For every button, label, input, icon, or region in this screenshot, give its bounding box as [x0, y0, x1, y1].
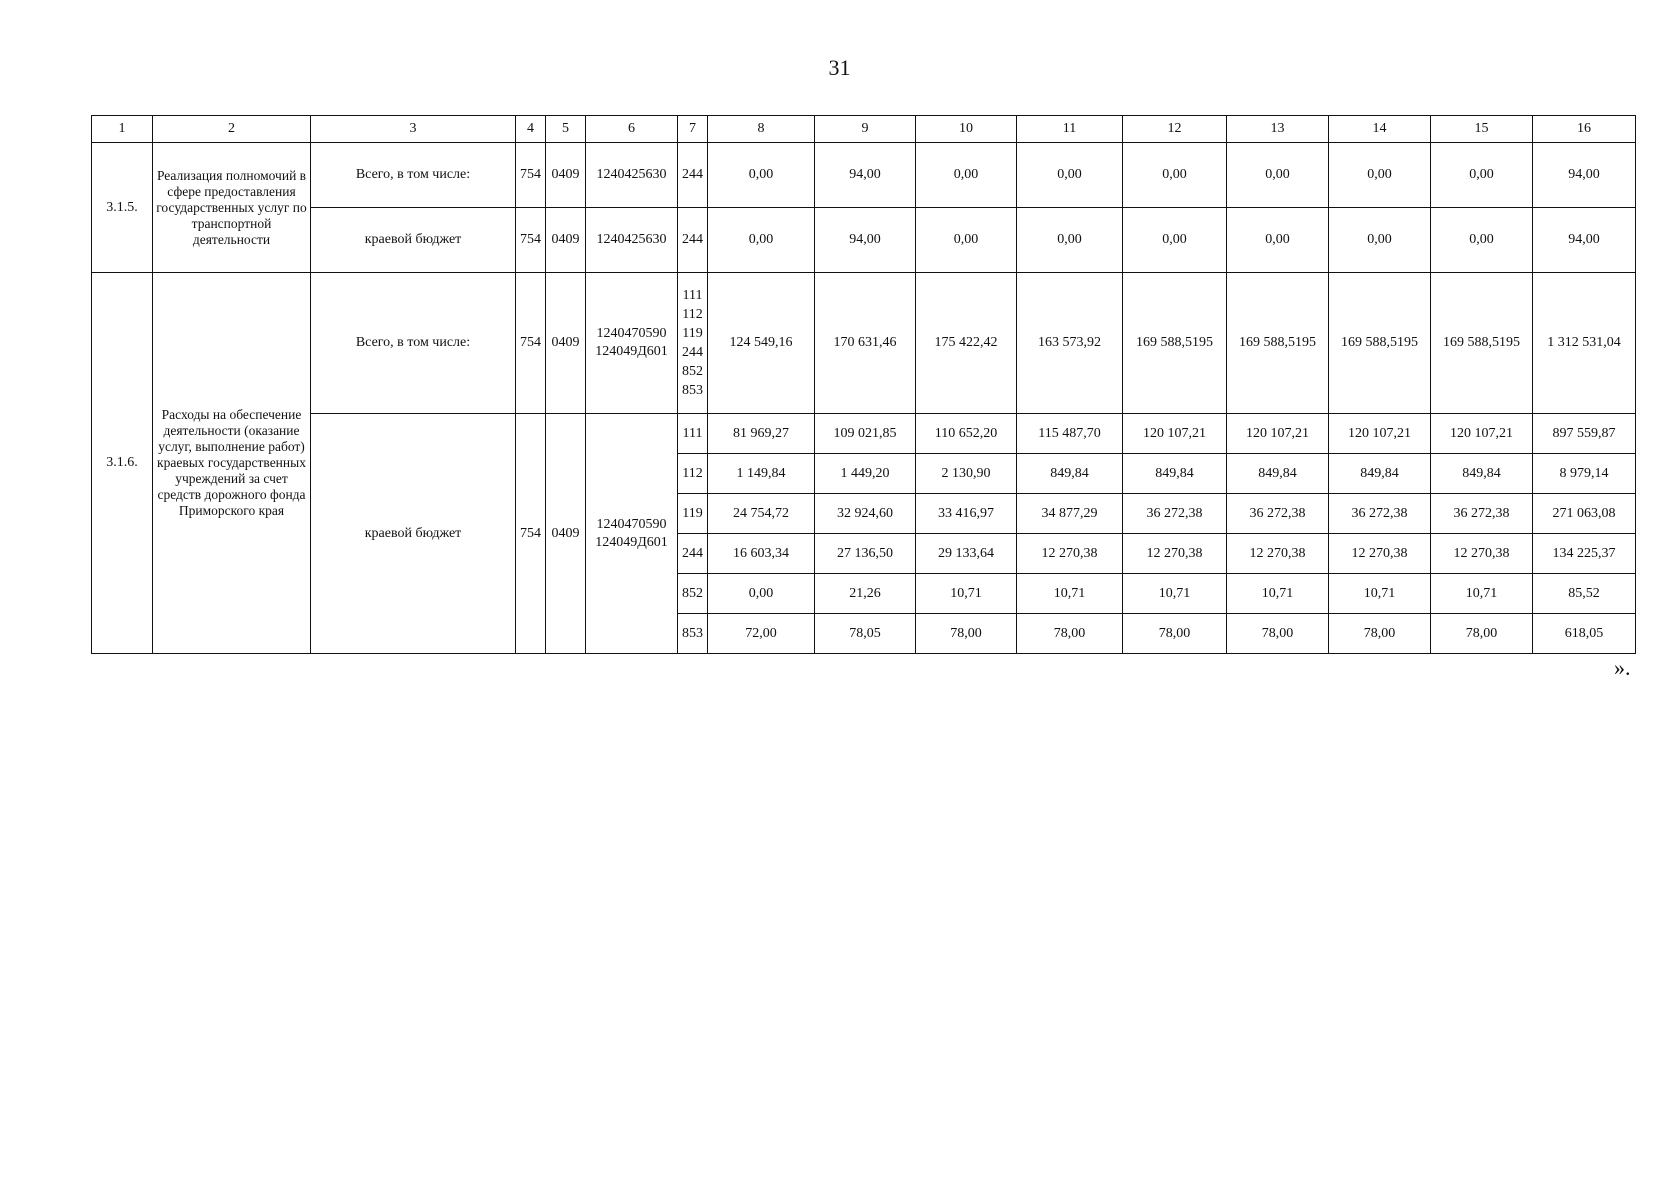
- column-header: 6: [586, 116, 678, 143]
- column-header: 5: [546, 116, 586, 143]
- value-cell: 10,71: [1123, 574, 1227, 614]
- value-cell: 36 272,38: [1227, 494, 1329, 534]
- value-cell: 78,00: [1329, 614, 1431, 654]
- code-cell: 754: [516, 208, 546, 273]
- header-row: [92, 116, 1636, 143]
- value-cell: 78,00: [1227, 614, 1329, 654]
- value-cell: 849,84: [1329, 454, 1431, 494]
- value-cell: 32 924,60: [815, 494, 916, 534]
- code-cell: 244: [678, 534, 708, 574]
- column-header: 3: [311, 116, 516, 143]
- code-line: 119: [682, 326, 703, 341]
- code-cell: 0409: [546, 143, 586, 208]
- value-cell: 0,00: [1227, 143, 1329, 208]
- table-row: [92, 414, 1636, 454]
- value-cell: 12 270,38: [1123, 534, 1227, 574]
- code-cell: 853: [678, 614, 708, 654]
- value-cell: 170 631,46: [815, 273, 916, 414]
- table-row: [92, 208, 1636, 273]
- code-cell: 244: [678, 208, 708, 273]
- value-cell: 16 603,34: [708, 534, 815, 574]
- code-line: 852: [682, 364, 703, 379]
- value-cell: 12 270,38: [1017, 534, 1123, 574]
- value-cell: 36 272,38: [1123, 494, 1227, 534]
- value-cell: 0,00: [916, 208, 1017, 273]
- value-cell: 33 416,97: [916, 494, 1017, 534]
- value-cell: 0,00: [708, 208, 815, 273]
- code-line: 124049Д601: [595, 344, 668, 359]
- column-header: 14: [1329, 116, 1431, 143]
- table-row: [92, 273, 1636, 414]
- value-cell: 0,00: [708, 574, 815, 614]
- value-cell: 10,71: [1227, 574, 1329, 614]
- budget-table: [91, 115, 1636, 654]
- code-cell: 1240425630: [586, 143, 678, 208]
- code-cell: 754: [516, 414, 546, 654]
- value-cell: 78,05: [815, 614, 916, 654]
- column-header: 2: [153, 116, 311, 143]
- column-header: 9: [815, 116, 916, 143]
- value-cell: 94,00: [815, 143, 916, 208]
- value-cell: 0,00: [1329, 208, 1431, 273]
- column-header: 15: [1431, 116, 1533, 143]
- value-cell: 120 107,21: [1123, 414, 1227, 454]
- column-header: 12: [1123, 116, 1227, 143]
- value-cell: 78,00: [1017, 614, 1123, 654]
- value-cell: 849,84: [1227, 454, 1329, 494]
- value-cell: 0,00: [1123, 208, 1227, 273]
- value-cell: 81 969,27: [708, 414, 815, 454]
- value-cell: 163 573,92: [1017, 273, 1123, 414]
- funding-kind: Всего, в том числе:: [311, 143, 516, 208]
- value-cell: 0,00: [1017, 208, 1123, 273]
- value-cell: 10,71: [1329, 574, 1431, 614]
- value-cell: 21,26: [815, 574, 916, 614]
- value-cell: 271 063,08: [1533, 494, 1636, 534]
- value-cell: 2 130,90: [916, 454, 1017, 494]
- value-cell: 169 588,5195: [1227, 273, 1329, 414]
- value-cell: 78,00: [1123, 614, 1227, 654]
- value-cell: 1 449,20: [815, 454, 916, 494]
- value-cell: 618,05: [1533, 614, 1636, 654]
- value-cell: 0,00: [1227, 208, 1329, 273]
- code-cell: 1240425630: [586, 208, 678, 273]
- column-header: 16: [1533, 116, 1636, 143]
- value-cell: 78,00: [916, 614, 1017, 654]
- column-header: 4: [516, 116, 546, 143]
- value-cell: 169 588,5195: [1329, 273, 1431, 414]
- value-cell: 1 149,84: [708, 454, 815, 494]
- code-line: 112: [682, 307, 703, 322]
- code-cell: 0409: [546, 208, 586, 273]
- code-cell: 754: [516, 273, 546, 414]
- value-cell: 36 272,38: [1431, 494, 1533, 534]
- value-cell: 120 107,21: [1431, 414, 1533, 454]
- item-name: Реализация полномочий в сфере предоставления государственных услуг по транспортной деятельности: [153, 143, 311, 273]
- value-cell: 0,00: [708, 143, 815, 208]
- value-cell: 78,00: [1431, 614, 1533, 654]
- value-cell: 12 270,38: [1431, 534, 1533, 574]
- code-cell: 0409: [546, 414, 586, 654]
- column-header: 8: [708, 116, 815, 143]
- value-cell: 124 549,16: [708, 273, 815, 414]
- value-cell: 8 979,14: [1533, 454, 1636, 494]
- funding-kind: краевой бюджет: [311, 414, 516, 654]
- column-header: 11: [1017, 116, 1123, 143]
- value-cell: 0,00: [1329, 143, 1431, 208]
- item-number: 3.1.6.: [92, 273, 153, 654]
- value-cell: 110 652,20: [916, 414, 1017, 454]
- code-line: 853: [682, 383, 703, 398]
- value-cell: 120 107,21: [1227, 414, 1329, 454]
- value-cell: 36 272,38: [1329, 494, 1431, 534]
- column-header: 10: [916, 116, 1017, 143]
- value-cell: 0,00: [916, 143, 1017, 208]
- value-cell: 849,84: [1017, 454, 1123, 494]
- value-cell: 12 270,38: [1227, 534, 1329, 574]
- value-cell: 849,84: [1123, 454, 1227, 494]
- table-row: [92, 143, 1636, 208]
- value-cell: 10,71: [1017, 574, 1123, 614]
- code-cell: 119: [678, 494, 708, 534]
- value-cell: 897 559,87: [1533, 414, 1636, 454]
- value-cell: 1 312 531,04: [1533, 273, 1636, 414]
- column-header: 1: [92, 116, 153, 143]
- value-cell: 94,00: [1533, 143, 1636, 208]
- value-cell: 12 270,38: [1329, 534, 1431, 574]
- value-cell: 169 588,5195: [1431, 273, 1533, 414]
- value-cell: 849,84: [1431, 454, 1533, 494]
- code-line: 244: [682, 345, 703, 360]
- value-cell: 34 877,29: [1017, 494, 1123, 534]
- value-cell: 94,00: [1533, 208, 1636, 273]
- closing-quote-mark: ».: [1614, 655, 1631, 680]
- value-cell: 72,00: [708, 614, 815, 654]
- code-cell: 754: [516, 143, 546, 208]
- value-cell: 175 422,42: [916, 273, 1017, 414]
- code-cell: 111: [678, 414, 708, 454]
- value-cell: 0,00: [1017, 143, 1123, 208]
- value-cell: 115 487,70: [1017, 414, 1123, 454]
- page-number: 31: [828, 55, 851, 80]
- value-cell: 29 133,64: [916, 534, 1017, 574]
- value-cell: 94,00: [815, 208, 916, 273]
- code-line: 111: [682, 288, 703, 303]
- funding-kind: краевой бюджет: [311, 208, 516, 273]
- value-cell: 0,00: [1431, 208, 1533, 273]
- column-header: 13: [1227, 116, 1329, 143]
- code-line: 1240470590: [596, 516, 667, 532]
- value-cell: 24 754,72: [708, 494, 815, 534]
- code-line: 124049Д601: [595, 534, 668, 550]
- value-cell: 10,71: [1431, 574, 1533, 614]
- value-cell: 27 136,50: [815, 534, 916, 574]
- code-cell: 852: [678, 574, 708, 614]
- code-cell: 112: [678, 454, 708, 494]
- code-cell: [586, 414, 678, 654]
- value-cell: 10,71: [916, 574, 1017, 614]
- code-cell: [586, 273, 678, 414]
- item-name: Расходы на обеспечение деятельности (оказание услуг, выполнение работ) краевых государственных учреждений за счет средств дорожного фонда Приморского края: [153, 273, 311, 654]
- code-cell: 0409: [546, 273, 586, 414]
- item-number: 3.1.5.: [92, 143, 153, 273]
- code-cell: 244: [678, 143, 708, 208]
- funding-kind: Всего, в том числе:: [311, 273, 516, 414]
- code-line: 1240470590: [596, 326, 667, 341]
- column-header: 7: [678, 116, 708, 143]
- value-cell: 134 225,37: [1533, 534, 1636, 574]
- value-cell: 85,52: [1533, 574, 1636, 614]
- value-cell: 0,00: [1123, 143, 1227, 208]
- value-cell: 169 588,5195: [1123, 273, 1227, 414]
- value-cell: 0,00: [1431, 143, 1533, 208]
- code-cell: [678, 273, 708, 414]
- value-cell: 120 107,21: [1329, 414, 1431, 454]
- value-cell: 109 021,85: [815, 414, 916, 454]
